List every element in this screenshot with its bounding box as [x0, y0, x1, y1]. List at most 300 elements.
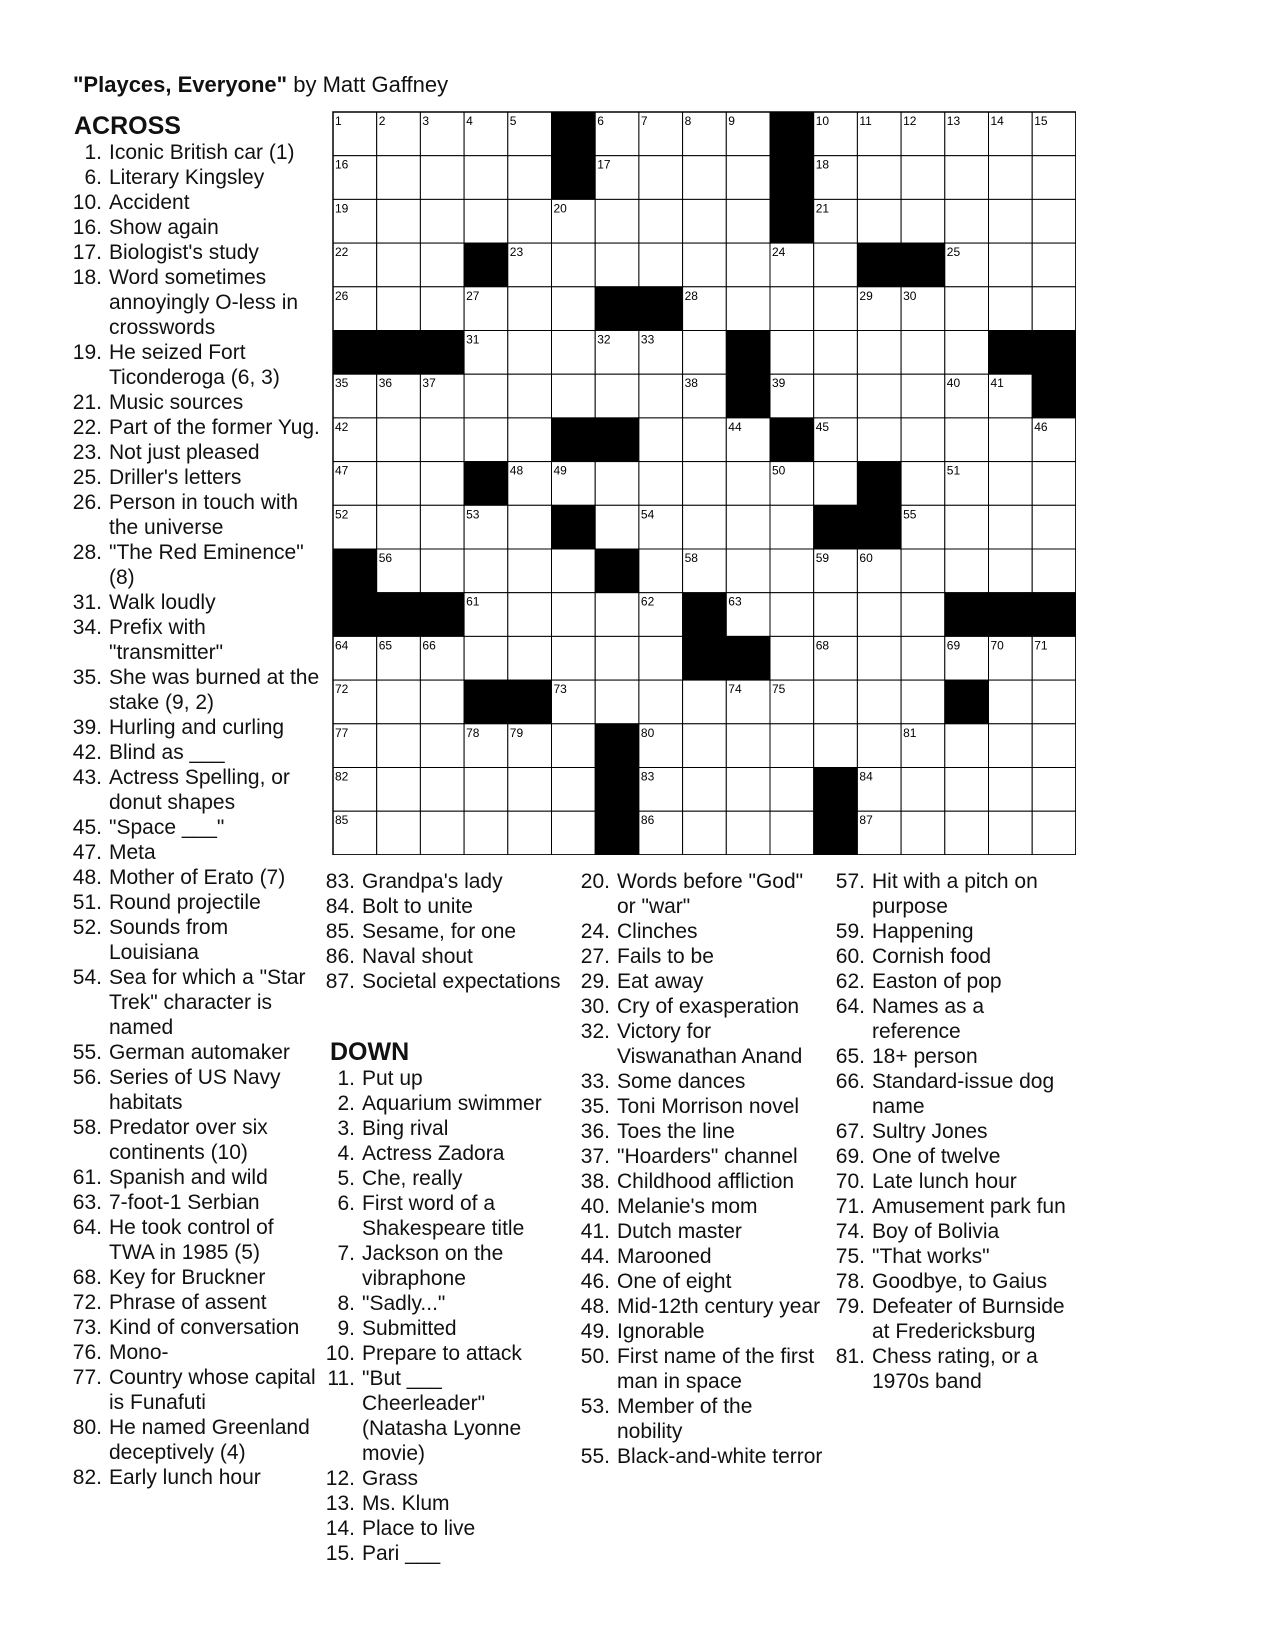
- clue-number: 2.: [337, 1092, 355, 1115]
- grid-square[interactable]: [508, 156, 552, 200]
- grid-square[interactable]: [901, 768, 945, 812]
- grid-square[interactable]: [464, 418, 508, 462]
- grid-square[interactable]: [945, 418, 989, 462]
- clue-number: 52.: [72, 916, 102, 939]
- grid-square[interactable]: [989, 724, 1033, 768]
- grid-square[interactable]: [770, 287, 814, 331]
- grid-square[interactable]: [814, 680, 858, 724]
- clue-number: 58.: [72, 1116, 102, 1139]
- clue-number: 85.: [325, 920, 355, 943]
- block-square: [814, 505, 858, 549]
- clue: [60, 1065, 320, 1115]
- clue: [60, 240, 320, 265]
- clue: [313, 1066, 568, 1091]
- grid-square[interactable]: [552, 768, 596, 812]
- clue-text: Prefix with "transmitter": [109, 616, 224, 664]
- grid-square[interactable]: [464, 636, 508, 680]
- grid-square[interactable]: [1032, 768, 1076, 812]
- grid-square[interactable]: [377, 418, 421, 462]
- grid-square[interactable]: [814, 462, 858, 506]
- grid-square[interactable]: [1032, 287, 1076, 331]
- grid-square[interactable]: [814, 287, 858, 331]
- grid-square[interactable]: [901, 374, 945, 418]
- grid-square[interactable]: [726, 243, 770, 287]
- clue-number: 76.: [72, 1341, 102, 1364]
- grid-square[interactable]: [901, 199, 945, 243]
- grid-square[interactable]: [770, 724, 814, 768]
- cell-number: 47: [335, 463, 349, 478]
- byline: by Matt Gaffney: [287, 72, 449, 97]
- grid-square[interactable]: [377, 811, 421, 855]
- grid-square[interactable]: [770, 636, 814, 680]
- grid-square[interactable]: [508, 593, 552, 637]
- grid-square[interactable]: [377, 680, 421, 724]
- clue-text: Walk loudly: [109, 591, 216, 614]
- clue-text: Person in touch with the universe: [109, 491, 299, 539]
- grid-square[interactable]: [1032, 680, 1076, 724]
- cell-number: 84: [859, 769, 873, 784]
- grid-square[interactable]: [639, 418, 683, 462]
- grid-square[interactable]: [420, 505, 464, 549]
- grid-square[interactable]: [683, 811, 727, 855]
- clue: [313, 1141, 568, 1166]
- grid-square[interactable]: [683, 680, 727, 724]
- grid-square[interactable]: [945, 199, 989, 243]
- grid-square[interactable]: [552, 331, 596, 375]
- grid-square[interactable]: [552, 636, 596, 680]
- clue-text: German automaker: [109, 1041, 290, 1064]
- block-square: [595, 724, 639, 768]
- grid-square[interactable]: [857, 331, 901, 375]
- grid-square[interactable]: [989, 811, 1033, 855]
- grid-square[interactable]: [683, 243, 727, 287]
- cell-number: 31: [466, 332, 480, 347]
- block-square: [989, 593, 1033, 637]
- block-square: [945, 680, 989, 724]
- clue-number: 64.: [72, 1216, 102, 1239]
- grid-square[interactable]: [726, 768, 770, 812]
- cell-number: 55: [903, 507, 917, 522]
- block-square: [857, 505, 901, 549]
- clue: [313, 869, 568, 894]
- clue: [60, 1040, 320, 1065]
- grid-square[interactable]: [901, 549, 945, 593]
- grid-square[interactable]: [814, 374, 858, 418]
- grid-square[interactable]: [726, 549, 770, 593]
- clue-text: He took control of TWA in 1985 (5): [109, 1216, 274, 1264]
- grid-square[interactable]: [420, 156, 464, 200]
- grid-square[interactable]: [639, 156, 683, 200]
- clue: [823, 1119, 1078, 1144]
- clue: [313, 1116, 568, 1141]
- clue: [313, 1541, 568, 1566]
- clue-text: Spanish and wild: [109, 1166, 268, 1189]
- grid-square[interactable]: [420, 243, 464, 287]
- down-clues-col3: [568, 869, 823, 1469]
- grid-square[interactable]: [595, 243, 639, 287]
- grid-square[interactable]: [420, 811, 464, 855]
- clue: [568, 1219, 823, 1244]
- grid-square[interactable]: [726, 724, 770, 768]
- grid-square[interactable]: [989, 199, 1033, 243]
- clue-text: Put up: [362, 1067, 423, 1090]
- clue: [60, 1290, 320, 1315]
- grid-square[interactable]: [989, 156, 1033, 200]
- grid-square[interactable]: [683, 505, 727, 549]
- grid-square[interactable]: [595, 636, 639, 680]
- grid-square[interactable]: [814, 243, 858, 287]
- clue-number: 48.: [580, 1295, 610, 1318]
- grid-square[interactable]: [770, 331, 814, 375]
- grid-square[interactable]: [464, 199, 508, 243]
- clue: [60, 390, 320, 415]
- grid-square[interactable]: [726, 199, 770, 243]
- grid-square[interactable]: [420, 549, 464, 593]
- clue: [568, 1019, 823, 1069]
- clue-text: Member of the nobility: [617, 1395, 753, 1443]
- grid-square[interactable]: [901, 811, 945, 855]
- grid-square[interactable]: [857, 374, 901, 418]
- clue-text: One of twelve: [872, 1145, 1001, 1168]
- clue-number: 13.: [325, 1492, 355, 1515]
- clue: [568, 1094, 823, 1119]
- grid-square[interactable]: [989, 462, 1033, 506]
- cell-number: 30: [903, 288, 917, 303]
- grid-square[interactable]: [508, 768, 552, 812]
- clue-number: 69.: [835, 1145, 865, 1168]
- clue: [823, 869, 1078, 919]
- clue-text: Bing rival: [362, 1117, 449, 1140]
- clue: [60, 340, 320, 390]
- grid-square[interactable]: [420, 680, 464, 724]
- grid-square[interactable]: [552, 549, 596, 593]
- grid-square[interactable]: [508, 331, 552, 375]
- clue: [568, 1394, 823, 1444]
- cell-number: 25: [946, 245, 961, 260]
- cell-number: 26: [335, 288, 349, 303]
- grid-square[interactable]: [901, 462, 945, 506]
- grid-square[interactable]: [377, 505, 421, 549]
- grid-square[interactable]: [770, 593, 814, 637]
- block-square: [814, 768, 858, 812]
- clue-number: 59.: [835, 920, 865, 943]
- grid-square[interactable]: [508, 287, 552, 331]
- grid-square[interactable]: [595, 593, 639, 637]
- clue-text: Clinches: [617, 920, 698, 943]
- clue-text: Societal expectations: [362, 970, 561, 993]
- grid-square[interactable]: [464, 374, 508, 418]
- cell-number: 3: [422, 114, 430, 128]
- grid-square[interactable]: [639, 374, 683, 418]
- grid-square[interactable]: [901, 156, 945, 200]
- crossword-grid[interactable]: [332, 111, 1076, 855]
- grid-square[interactable]: [726, 462, 770, 506]
- grid-square[interactable]: [945, 811, 989, 855]
- grid-square[interactable]: [770, 811, 814, 855]
- clue-number: 79.: [835, 1295, 865, 1318]
- grid-square[interactable]: [683, 331, 727, 375]
- clue-text: Names as a reference: [872, 995, 985, 1043]
- grid-square[interactable]: [508, 374, 552, 418]
- clue-number: 54.: [72, 966, 102, 989]
- clue-number: 44.: [580, 1245, 610, 1268]
- grid-square[interactable]: [814, 593, 858, 637]
- grid-square[interactable]: [770, 505, 814, 549]
- clue: [568, 1294, 823, 1319]
- clue-text: Childhood affliction: [617, 1170, 795, 1193]
- grid-square[interactable]: [683, 156, 727, 200]
- cell-number: 51: [946, 463, 961, 478]
- clue-number: 38.: [580, 1170, 610, 1193]
- clue: [823, 1169, 1078, 1194]
- clue-number: 73.: [72, 1316, 102, 1339]
- grid-square[interactable]: [857, 199, 901, 243]
- grid-square[interactable]: [464, 549, 508, 593]
- cell-number: 36: [378, 376, 393, 391]
- grid-square[interactable]: [639, 462, 683, 506]
- grid-square[interactable]: [508, 418, 552, 462]
- grid-square[interactable]: [508, 199, 552, 243]
- grid-square[interactable]: [945, 331, 989, 375]
- clue-text: Blind as ___: [109, 741, 225, 764]
- grid-square[interactable]: [420, 287, 464, 331]
- grid-square[interactable]: [857, 418, 901, 462]
- clue-number: 26.: [72, 491, 102, 514]
- clue-text: Bolt to unite: [362, 895, 473, 918]
- grid-square[interactable]: [508, 811, 552, 855]
- clue-text: Standard-issue dog name: [872, 1070, 1055, 1118]
- clue-number: 41.: [580, 1220, 610, 1243]
- grid-square[interactable]: [989, 505, 1033, 549]
- clue-number: 3.: [337, 1117, 355, 1140]
- grid-square[interactable]: [377, 199, 421, 243]
- grid-square[interactable]: [945, 287, 989, 331]
- clue: [60, 1340, 320, 1365]
- grid-square[interactable]: [814, 331, 858, 375]
- block-square: [595, 768, 639, 812]
- grid-square[interactable]: [857, 636, 901, 680]
- clue-number: 55.: [580, 1445, 610, 1468]
- grid-square[interactable]: [595, 199, 639, 243]
- clue-text: Actress Zadora: [362, 1142, 505, 1165]
- grid-square[interactable]: [552, 243, 596, 287]
- grid-square[interactable]: [726, 811, 770, 855]
- clue-number: 68.: [72, 1266, 102, 1289]
- grid-square[interactable]: [377, 156, 421, 200]
- block-square: [333, 331, 377, 375]
- clue-text: Sesame, for one: [362, 920, 517, 943]
- block-square: [420, 331, 464, 375]
- grid-square[interactable]: [989, 768, 1033, 812]
- grid-square[interactable]: [1032, 199, 1076, 243]
- grid-square[interactable]: [639, 243, 683, 287]
- grid-square[interactable]: [552, 593, 596, 637]
- clue-text: Amusement park fun: [872, 1195, 1066, 1218]
- clue-number: 22.: [72, 416, 102, 439]
- grid-square[interactable]: [1032, 156, 1076, 200]
- clue: [313, 1316, 568, 1341]
- grid-square[interactable]: [989, 287, 1033, 331]
- grid-square[interactable]: [683, 462, 727, 506]
- cell-number: 70: [990, 638, 1004, 653]
- grid-square[interactable]: [639, 636, 683, 680]
- grid-square[interactable]: [639, 549, 683, 593]
- grid-square[interactable]: [857, 680, 901, 724]
- clue-number: 7.: [337, 1242, 355, 1265]
- cell-number: 23: [509, 245, 524, 260]
- clue-number: 82.: [72, 1466, 102, 1489]
- grid-square[interactable]: [726, 156, 770, 200]
- grid-square[interactable]: [814, 724, 858, 768]
- clue-text: Mid-12th century year: [617, 1295, 821, 1318]
- grid-square[interactable]: [508, 505, 552, 549]
- clue-text: Naval shout: [362, 945, 473, 968]
- clue-text: Toes the line: [617, 1120, 735, 1143]
- clue-number: 51.: [72, 891, 102, 914]
- cell-number: 81: [903, 725, 917, 740]
- clue-text: "The Red Eminence" (8): [109, 541, 304, 589]
- grid-square[interactable]: [945, 505, 989, 549]
- across-clues-col1: [60, 140, 320, 1490]
- grid-square[interactable]: [945, 156, 989, 200]
- clue-number: 6.: [84, 166, 102, 189]
- grid-square[interactable]: [945, 768, 989, 812]
- grid-square[interactable]: [989, 243, 1033, 287]
- grid-square[interactable]: [508, 549, 552, 593]
- grid-square[interactable]: [989, 549, 1033, 593]
- grid-square[interactable]: [857, 724, 901, 768]
- grid-square[interactable]: [1032, 549, 1076, 593]
- grid-square[interactable]: [508, 636, 552, 680]
- grid-square[interactable]: [683, 418, 727, 462]
- grid-square[interactable]: [945, 724, 989, 768]
- grid-square[interactable]: [595, 505, 639, 549]
- grid-square[interactable]: [726, 287, 770, 331]
- clue-number: 86.: [325, 945, 355, 968]
- grid-square[interactable]: [377, 768, 421, 812]
- block-square: [901, 243, 945, 287]
- grid-square[interactable]: [377, 724, 421, 768]
- block-square: [770, 418, 814, 462]
- clue-text: Sea for which a "Star Trek" character is named: [109, 966, 306, 1039]
- clue-text: Place to live: [362, 1517, 476, 1540]
- grid-square[interactable]: [901, 331, 945, 375]
- block-square: [508, 680, 552, 724]
- clue: [60, 415, 320, 440]
- grid-square[interactable]: [420, 199, 464, 243]
- grid-square[interactable]: [464, 768, 508, 812]
- grid-square[interactable]: [770, 549, 814, 593]
- clue-text: Phrase of assent: [109, 1291, 267, 1314]
- clue: [568, 1169, 823, 1194]
- grid-square[interactable]: [595, 680, 639, 724]
- grid-square[interactable]: [901, 680, 945, 724]
- grid-square[interactable]: [1032, 505, 1076, 549]
- grid-square[interactable]: [857, 156, 901, 200]
- clue-text: Mother of Erato (7): [109, 866, 286, 889]
- clue-text: Ignorable: [617, 1320, 705, 1343]
- grid-square[interactable]: [901, 593, 945, 637]
- grid-square[interactable]: [989, 418, 1033, 462]
- grid-square[interactable]: [377, 243, 421, 287]
- clue: [313, 969, 568, 994]
- grid-square[interactable]: [552, 724, 596, 768]
- grid-square[interactable]: [552, 374, 596, 418]
- grid-square[interactable]: [770, 768, 814, 812]
- grid-square[interactable]: [552, 811, 596, 855]
- grid-square[interactable]: [1032, 811, 1076, 855]
- clue: [60, 1415, 320, 1465]
- grid-square[interactable]: [420, 462, 464, 506]
- cell-number: 86: [640, 813, 655, 828]
- grid-square[interactable]: [901, 636, 945, 680]
- clue-text: Sultry Jones: [872, 1120, 988, 1143]
- grid-square[interactable]: [639, 680, 683, 724]
- grid-square[interactable]: [683, 724, 727, 768]
- clue-text: Cry of exasperation: [617, 995, 800, 1018]
- grid-square[interactable]: [945, 549, 989, 593]
- grid-square[interactable]: [683, 768, 727, 812]
- grid-square[interactable]: [377, 287, 421, 331]
- grid-square[interactable]: [464, 156, 508, 200]
- clue: [60, 890, 320, 915]
- grid-square[interactable]: [683, 199, 727, 243]
- grid-square[interactable]: [639, 199, 683, 243]
- cell-number: 54: [640, 507, 655, 522]
- clue-text: Not just pleased: [109, 441, 260, 464]
- cell-number: 18: [815, 157, 830, 172]
- grid-square[interactable]: [595, 462, 639, 506]
- grid-square[interactable]: [420, 418, 464, 462]
- clue-number: 74.: [835, 1220, 865, 1243]
- grid-square[interactable]: [1032, 243, 1076, 287]
- block-square: [464, 243, 508, 287]
- grid-square[interactable]: [377, 462, 421, 506]
- grid-square[interactable]: [989, 680, 1033, 724]
- block-square: [1032, 331, 1076, 375]
- clue-number: 12.: [325, 1467, 355, 1490]
- block-square: [552, 112, 596, 156]
- grid-square[interactable]: [1032, 462, 1076, 506]
- clue-number: 39.: [72, 716, 102, 739]
- grid-square[interactable]: [595, 374, 639, 418]
- clue-text: "That works": [872, 1245, 990, 1268]
- clue: [60, 665, 320, 715]
- grid-square[interactable]: [464, 811, 508, 855]
- grid-square[interactable]: [552, 287, 596, 331]
- grid-square[interactable]: [726, 505, 770, 549]
- clue: [313, 1241, 568, 1291]
- clue-number: 84.: [325, 895, 355, 918]
- puzzle-title: [73, 72, 448, 98]
- cell-number: 65: [378, 638, 393, 653]
- clue-text: Late lunch hour: [872, 1170, 1017, 1193]
- clue-text: Literary Kingsley: [109, 166, 265, 189]
- clue-number: 33.: [580, 1070, 610, 1093]
- clue-text: Series of US Navy habitats: [109, 1066, 281, 1114]
- grid-square[interactable]: [901, 418, 945, 462]
- grid-square[interactable]: [420, 724, 464, 768]
- clue: [313, 1091, 568, 1116]
- grid-square[interactable]: [420, 768, 464, 812]
- grid-square[interactable]: [1032, 724, 1076, 768]
- clue-number: 10.: [72, 191, 102, 214]
- block-square: [726, 374, 770, 418]
- clue-number: 63.: [72, 1191, 102, 1214]
- clue-number: 83.: [325, 870, 355, 893]
- grid-square[interactable]: [857, 593, 901, 637]
- clue-text: Early lunch hour: [109, 1466, 261, 1489]
